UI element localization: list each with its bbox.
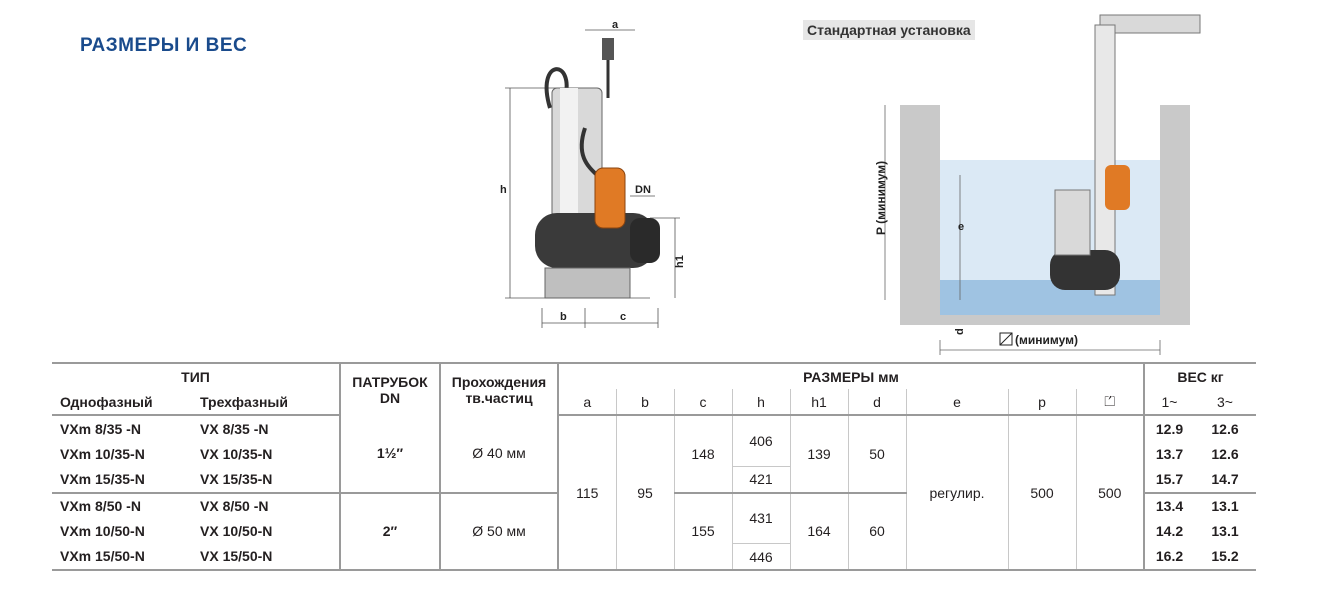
- row-single: VXm 8/35 -N: [60, 420, 141, 437]
- group-h-b: 446: [732, 544, 790, 571]
- col-w1: 1~: [1144, 389, 1194, 415]
- cell-sq: 500: [1076, 415, 1144, 570]
- group-h-b: 421: [732, 466, 790, 493]
- row-w3: 15.2: [1194, 544, 1256, 571]
- header-dims: РАЗМЕРЫ мм: [558, 363, 1144, 389]
- cell-a: 115: [558, 415, 616, 570]
- dim-b-label: b: [560, 311, 567, 323]
- pump-dimension-drawing: [490, 18, 690, 338]
- col-w3: 3~: [1194, 389, 1256, 415]
- group-h1: 139: [790, 415, 848, 493]
- row-w3: 12.6: [1211, 445, 1239, 462]
- page-title: РАЗМЕРЫ И ВЕС: [80, 35, 248, 56]
- col-p: p: [1008, 389, 1076, 415]
- col-sq: ⏍: [1076, 389, 1144, 415]
- row-w1: 13.4: [1144, 493, 1194, 519]
- row-three: VX 8/50 -N: [200, 498, 269, 514]
- dim-a-label: a: [612, 19, 619, 31]
- dim-e-label: e: [958, 221, 965, 233]
- header-single: Однофазный: [52, 389, 192, 415]
- row-w3: 14.7: [1194, 466, 1256, 493]
- header-type: ТИП: [52, 363, 340, 389]
- row-single: VXm 15/50-N: [52, 544, 192, 571]
- row-w1: 14.2: [1144, 519, 1194, 544]
- group-dn: 2″: [340, 493, 440, 571]
- col-c: c: [674, 389, 732, 415]
- row-w1: 13.7: [1144, 441, 1194, 466]
- header-weight: ВЕС кг: [1144, 363, 1256, 389]
- cell-e: регулир.: [906, 415, 1008, 570]
- dim-p-label: P (минимум): [874, 160, 888, 235]
- dim-d-label: d: [954, 328, 966, 335]
- row-single: VXm 10/35-N: [60, 445, 145, 462]
- row-w1: 16.2: [1144, 544, 1194, 571]
- group-d: 50: [848, 415, 906, 493]
- col-b: b: [616, 389, 674, 415]
- group-dn: 1½″: [340, 415, 440, 493]
- header-pass: Прохождения тв.частиц: [440, 363, 558, 415]
- cell-p: 500: [1008, 415, 1076, 570]
- row-three: VX 10/35-N: [200, 445, 273, 462]
- row-single: VXm 8/50 -N: [60, 498, 141, 514]
- row-w3: 12.6: [1211, 420, 1239, 437]
- group-pass: Ø 40 мм: [440, 415, 558, 493]
- row-w3: 13.1: [1211, 523, 1239, 539]
- cell-b: 95: [616, 415, 674, 570]
- row-three: VX 15/50-N: [192, 544, 340, 571]
- col-d: d: [848, 389, 906, 415]
- group-c: 155: [674, 493, 732, 571]
- row-three: VX 15/35-N: [192, 466, 340, 493]
- col-h: h: [732, 389, 790, 415]
- col-h1: h1: [790, 389, 848, 415]
- row-three: VX 10/50-N: [200, 523, 273, 539]
- dim-h-label: h: [500, 184, 507, 196]
- group-h-a: 406: [732, 415, 790, 466]
- group-pass: Ø 50 мм: [440, 493, 558, 571]
- installation-subtitle: Стандартная установка: [803, 20, 975, 40]
- installation-drawing: [860, 5, 1220, 355]
- row-w1: 12.9: [1144, 415, 1194, 441]
- row-single: VXm 15/35-N: [52, 466, 192, 493]
- col-e: e: [906, 389, 1008, 415]
- dim-min-label: (минимум): [1015, 333, 1078, 347]
- dim-dn-label: DN: [635, 184, 651, 196]
- row-w3: 13.1: [1211, 498, 1239, 514]
- group-h-a: 431: [732, 493, 790, 544]
- group-d: 60: [848, 493, 906, 571]
- row-single: VXm 10/50-N: [60, 523, 145, 539]
- dim-h1-label: h1: [674, 255, 686, 268]
- row-three: VX 8/35 -N: [200, 420, 269, 437]
- group-h1: 164: [790, 493, 848, 571]
- spec-table: [52, 362, 1256, 571]
- group-c: 148: [674, 415, 732, 493]
- dim-c-label: c: [620, 311, 627, 323]
- header-three: Трехфазный: [192, 389, 340, 415]
- row-w1: 15.7: [1144, 466, 1194, 493]
- col-a: a: [558, 389, 616, 415]
- header-port: ПАТРУБОК DN: [340, 363, 440, 415]
